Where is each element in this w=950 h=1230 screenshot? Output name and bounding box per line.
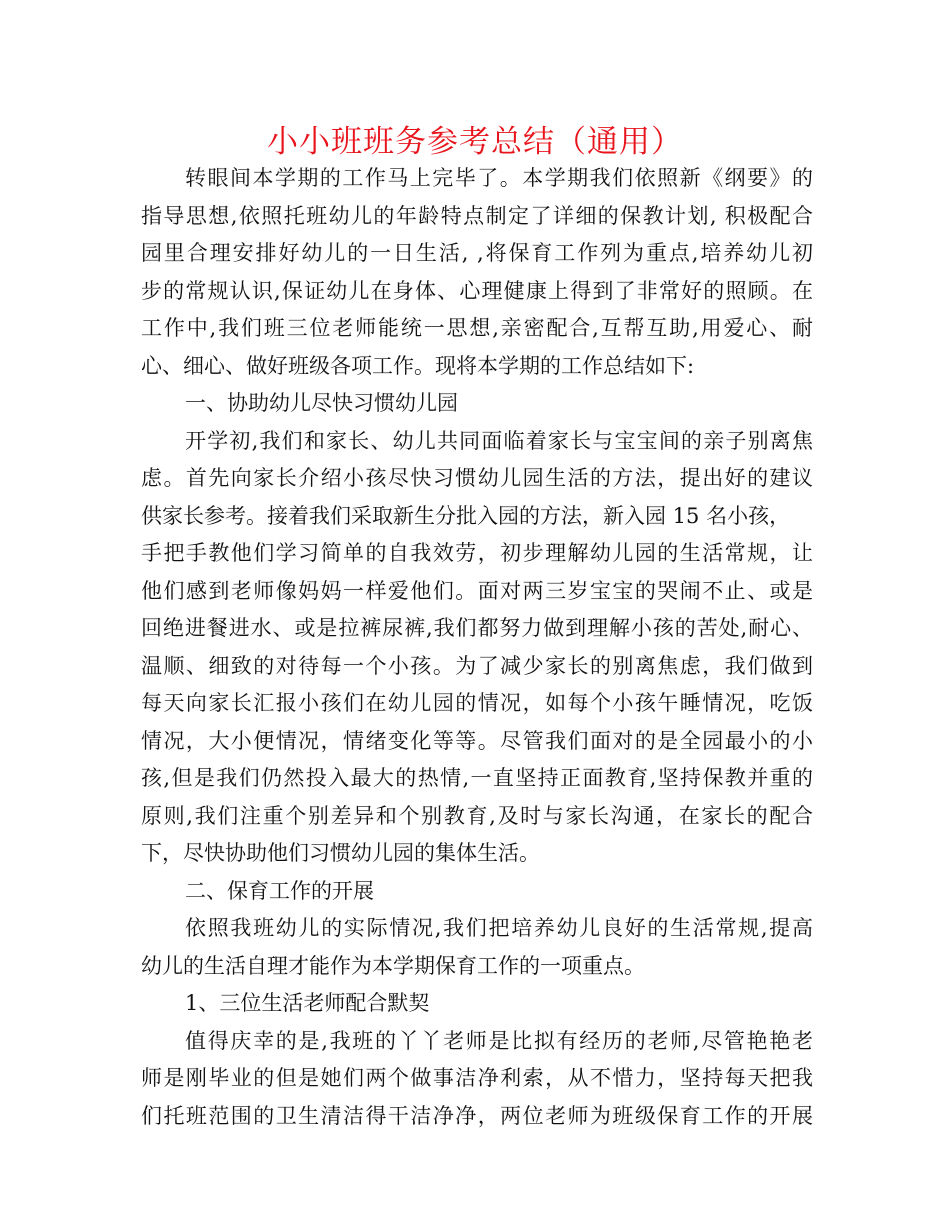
text-line: 工作中,我们班三位老师能统一思想,亲密配合,互帮互助,用爱心、耐 xyxy=(141,316,813,340)
text-line: 转眼间本学期的工作马上完毕了。本学期我们依照新《纲要》的 xyxy=(185,166,813,190)
text-line: 园里合理安排好幼儿的一日生活, ,将保育工作列为重点,培养幼儿初 xyxy=(141,241,813,265)
text-line: 步的常规认识,保证幼儿在身体、心理健康上得到了非常好的照顾。在 xyxy=(141,278,813,303)
text-line: 1、三位生活老师配合默契 xyxy=(185,991,430,1015)
text-line: 情况，大小便情况，情绪变化等等。尽管我们面对的是全园最小的小 xyxy=(141,728,813,753)
text-line: 二、保育工作的开展 xyxy=(185,878,374,903)
text-line: 们托班范围的卫生清洁得干洁净净，两位老师为班级保育工作的开展 xyxy=(141,1103,813,1128)
text-line: 心、细心、做好班级各项工作。现将本学期的工作总结如下: xyxy=(141,353,695,378)
document-title: 小小班班务参考总结（通用） xyxy=(267,124,683,160)
text-line: 一、协助幼儿尽快习惯幼儿园 xyxy=(185,391,458,415)
text-line: 回绝进餐进水、或是拉裤尿裤,我们都努力做到理解小孩的苦处,耐心、 xyxy=(141,616,813,640)
text-line: 他们感到老师像妈妈一样爱他们。面对两三岁宝宝的哭闹不止、或是 xyxy=(141,578,813,603)
text-line: 依照我班幼儿的实际情况,我们把培养幼儿良好的生活常规,提高 xyxy=(185,916,813,940)
text-line: 虑。首先向家长介绍小孩尽快习惯幼儿园生活的方法，提出好的建议 xyxy=(141,466,813,490)
text-line: 孩,但是我们仍然投入最大的热情,一直坚持正面教育,坚持保教并重的 xyxy=(141,766,813,790)
text-line: 值得庆幸的是,我班的丫丫老师是比拟有经历的老师,尽管艳艳老 xyxy=(185,1028,813,1053)
text-line: 原则,我们注重个别差异和个别教育,及时与家长沟通，在家长的配合 xyxy=(141,803,813,828)
text-line: 手把手教他们学习简单的自我效劳，初步理解幼儿园的生活常规，让 xyxy=(141,541,813,565)
text-line: 开学初,我们和家长、幼儿共同面临着家长与宝宝间的亲子别离焦 xyxy=(185,428,813,453)
text-line: 供家长参考。接着我们采取新生分批入园的方法，新入园 15 名小孩， xyxy=(141,503,791,528)
text-line: 师是刚毕业的但是她们两个做事洁净利索，从不惜力，坚持每天把我 xyxy=(141,1066,813,1090)
text-line: 温顺、细致的对待每一个小孩。为了减少家长的别离焦虑，我们做到 xyxy=(141,653,813,678)
text-line: 幼儿的生活自理才能作为本学期保育工作的一项重点。 xyxy=(141,953,645,978)
text-line: 下，尽快协助他们习惯幼儿园的集体生活。 xyxy=(141,841,540,865)
document-body xyxy=(141,160,813,1135)
text-line: 指导思想,依照托班幼儿的年龄特点制定了详细的保教计划, 积极配合 xyxy=(141,203,813,228)
text-line: 每天向家长汇报小孩们在幼儿园的情况，如每个小孩午睡情况，吃饭 xyxy=(141,691,813,715)
